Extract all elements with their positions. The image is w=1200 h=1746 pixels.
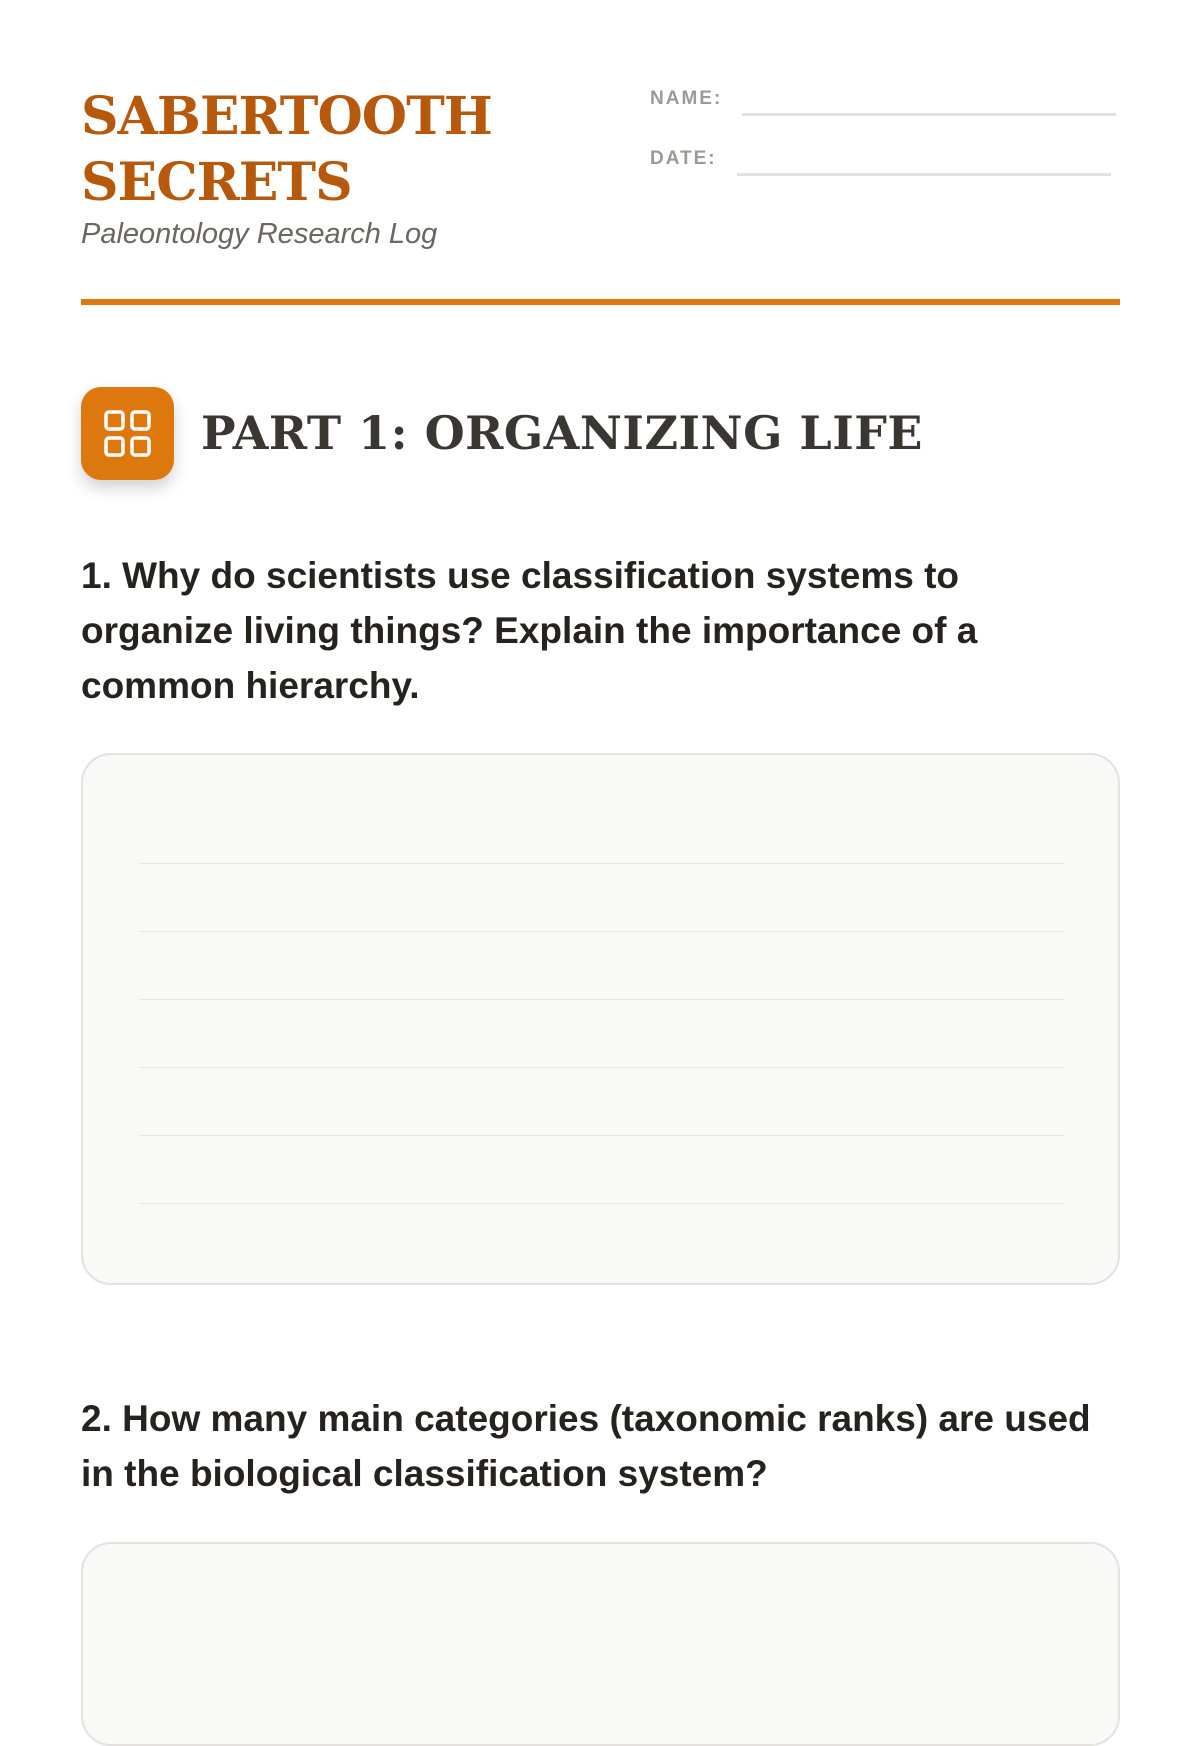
header-divider bbox=[81, 299, 1120, 305]
writing-line bbox=[139, 1135, 1065, 1136]
writing-line bbox=[139, 999, 1065, 1000]
worksheet-header bbox=[81, 84, 1120, 306]
grid-icon bbox=[81, 387, 174, 480]
writing-line bbox=[139, 1067, 1065, 1068]
writing-line bbox=[139, 863, 1065, 864]
name-label: NAME: bbox=[650, 88, 723, 109]
section-title: PART 1: ORGANIZING LIFE bbox=[201, 406, 923, 460]
worksheet-page bbox=[81, 0, 1120, 1600]
section-heading bbox=[81, 387, 1120, 481]
date-label: DATE: bbox=[650, 148, 717, 169]
title-line-1: SABERTOOTH bbox=[81, 86, 492, 147]
name-field[interactable] bbox=[650, 88, 1116, 110]
date-field[interactable] bbox=[650, 148, 1111, 170]
question-1: 1. Why do scientists use classification systems to organize living things? Explain the importance of a common hierarchy. bbox=[81, 555, 978, 706]
date-input-line[interactable] bbox=[737, 173, 1111, 176]
title-line-2: SECRETS bbox=[81, 152, 352, 213]
question-2: 2. How many main categories (taxonomic ranks) are used in the biological classification system? bbox=[81, 1398, 1091, 1494]
worksheet-title bbox=[81, 84, 492, 216]
writing-line bbox=[139, 1203, 1065, 1204]
answer-box-1[interactable] bbox=[81, 753, 1120, 1285]
writing-line bbox=[139, 931, 1065, 932]
worksheet-subtitle: Paleontology Research Log bbox=[81, 218, 438, 250]
grid-icon-glyph bbox=[103, 409, 152, 458]
name-input-line[interactable] bbox=[742, 113, 1116, 116]
answer-box-2[interactable] bbox=[81, 1542, 1120, 1746]
